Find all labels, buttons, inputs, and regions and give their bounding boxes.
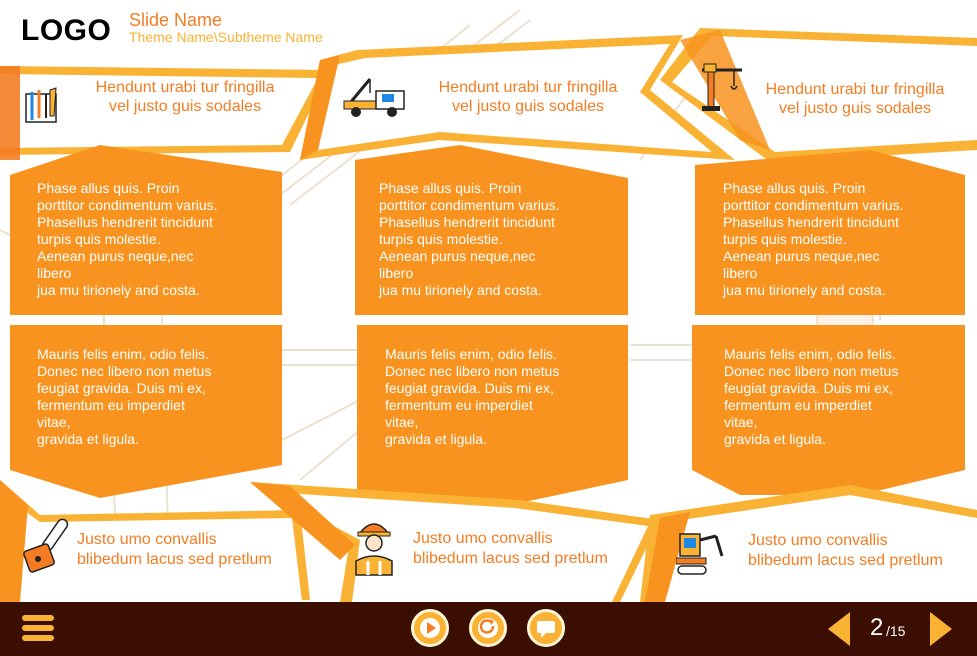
bottom-banner-1-line1: Justo umo convallis (77, 531, 217, 548)
replay-button[interactable] (469, 609, 507, 647)
bottom-banner-2-text (413, 529, 653, 569)
logo: LOGO (21, 14, 112, 47)
tower-crane-icon (700, 62, 744, 112)
top-banner-1-line1: Hendunt urabi tur fringilla (95, 79, 275, 96)
bottom-banner-1-line2: blibedum lacus sed pretlum (77, 551, 272, 568)
top-card-1-text: Phase allus quis. Proin porttitor condimentum varius. Phasellus hendrerit tincidunt turpis quis molestie. Aenean purus neque,nec libero jua mu tirionely and costa. (37, 180, 218, 298)
top-banner-1-text (70, 78, 300, 116)
blueprint-tools-icon (24, 86, 62, 126)
comment-icon (530, 612, 562, 644)
excavator-icon (676, 530, 728, 576)
construction-worker-icon (350, 515, 398, 577)
hamburger-menu-icon[interactable] (22, 614, 54, 642)
top-banner-2-text (413, 78, 643, 116)
top-card-2-text: Phase allus quis. Proin porttitor condimentum varius. Phasellus hendrerit tincidunt turpis quis molestie. Aenean purus neque,nec libero jua mu tirionely and costa. (379, 180, 560, 298)
theme-path: Theme Name\Subtheme Name (129, 29, 323, 45)
bottom-card-2-text: Mauris felis enim, odio felis. Donec nec libero non metus feugiat gravida. Duis mi ex, fermentum eu imperdiet vitae, gravida et ligula. (385, 346, 560, 447)
top-banner-2-line2: vel justo guis sodales (451, 98, 605, 115)
top-banner-1-line2: vel justo guis sodales (108, 98, 262, 115)
play-button[interactable] (411, 609, 449, 647)
chainsaw-icon (20, 515, 74, 577)
bottom-banner-2-line2: blibedum lacus sed pretlum (413, 550, 608, 567)
next-arrow-icon[interactable] (928, 610, 954, 648)
replay-icon (472, 612, 504, 644)
bottom-banner-3-line2: blibedum lacus sed pretlum (748, 552, 943, 569)
top-banner-2-line1: Hendunt urabi tur fringilla (438, 79, 618, 96)
top-banner-3-line2: vel justo guis sodales (778, 100, 932, 117)
prev-arrow-icon[interactable] (826, 610, 852, 648)
bottom-banner-3-text (748, 531, 973, 571)
bottom-card-1-text: Mauris felis enim, odio felis. Donec nec libero non metus feugiat gravida. Duis mi ex, fermentum eu imperdiet vitae, gravida et ligula. (37, 346, 212, 447)
total-pages: /15 (886, 623, 906, 639)
top-card-3-text: Phase allus quis. Proin porttitor condimentum varius. Phasellus hendrerit tincidunt turpis quis molestie. Aenean purus neque,nec libero jua mu tirionely and costa. (723, 180, 904, 298)
top-banner-3-line1: Hendunt urabi tur fringilla (765, 81, 945, 98)
tow-truck-icon (340, 75, 408, 120)
comment-button[interactable] (527, 609, 565, 647)
bottom-banner-1-text (77, 530, 317, 570)
slide-name: Slide Name (129, 10, 223, 30)
current-page: 2 (870, 614, 884, 641)
bottom-banner-3-line1: Justo umo convallis (748, 532, 888, 549)
bottom-card-3-text: Mauris felis enim, odio felis. Donec nec libero non metus feugiat gravida. Duis mi ex, fermentum eu imperdiet vitae, gravida et ligula. (724, 346, 899, 447)
bottom-banner-2-line1: Justo umo convallis (413, 530, 553, 547)
play-icon (414, 612, 446, 644)
top-banner-3-text (740, 80, 970, 118)
